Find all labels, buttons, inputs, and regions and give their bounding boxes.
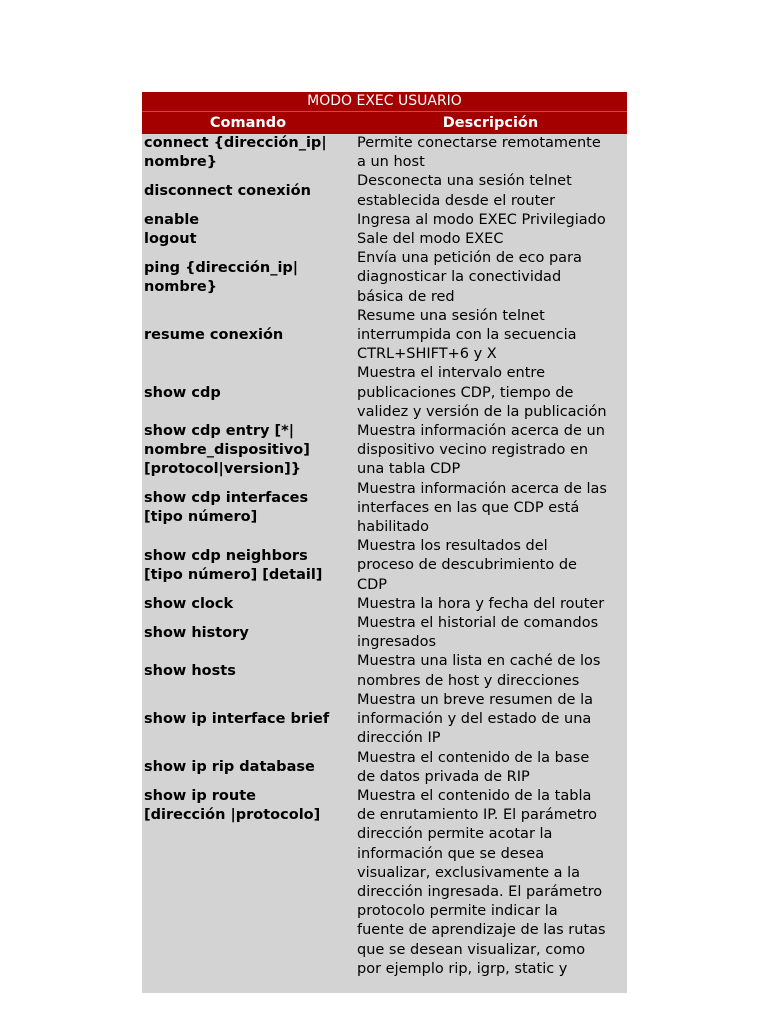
description-cell: Resume una sesión telnet interrumpida con la secuencia CTRL+SHIFT+6 y X — [357, 307, 577, 363]
table-row — [142, 652, 627, 690]
command-rows — [142, 134, 627, 979]
command-cell: show cdp — [144, 384, 221, 401]
command-cell: connect {dirección_ip| nombre} — [144, 135, 327, 171]
command-cell: show cdp entry [*| nombre_dispositivo] [protocol|version]} — [144, 423, 310, 478]
description-cell: Muestra un breve resumen de la información y del estado de una dirección IP — [357, 691, 593, 747]
table-row — [142, 787, 627, 979]
command-cell: resume conexión — [144, 327, 284, 344]
command-cell: enable — [144, 211, 200, 228]
description-cell: Desconecta una sesión telnet establecida desde el router — [357, 173, 572, 209]
table-row — [142, 749, 627, 787]
command-table — [142, 92, 627, 993]
command-cell: show history — [144, 624, 249, 641]
table-title: MODO EXEC USUARIO — [142, 92, 627, 112]
command-cell: show ip interface brief — [144, 711, 330, 728]
description-cell: Muestra información acerca de un dispositivo vecino registrado en una tabla CDP — [357, 423, 605, 478]
table-row — [142, 134, 627, 172]
command-cell: show hosts — [144, 663, 236, 680]
command-cell: show ip route [dirección |protocolo] — [144, 787, 321, 824]
header-command: Comando — [209, 115, 287, 131]
description-cell: Envía una petición de eco para diagnosticar la conectividad básica de red — [357, 250, 582, 305]
description-cell: Muestra los resultados del proceso de descubrimiento de CDP — [357, 538, 577, 593]
table-row — [142, 422, 627, 480]
command-cell: logout — [144, 231, 197, 248]
description-cell: Ingresa al modo EXEC Privilegiado — [357, 211, 606, 228]
command-cell: show clock — [144, 595, 234, 612]
table-row — [142, 230, 627, 249]
description-cell: Muestra el historial de comandos ingresados — [357, 615, 599, 651]
table-row — [142, 364, 627, 422]
table-row — [142, 172, 627, 210]
description-cell: Muestra el contenido de la base de datos privada de RIP — [357, 749, 590, 785]
command-cell: show ip rip database — [144, 759, 315, 776]
table-row — [142, 614, 627, 652]
header-description: Descripción — [442, 115, 539, 131]
table-header-row — [142, 112, 627, 134]
description-cell: Muestra una lista en caché de los nombres de host y direcciones — [357, 653, 601, 689]
table-row — [142, 595, 627, 614]
command-cell: disconnect conexión — [144, 183, 311, 199]
command-cell: ping {dirección_ip| nombre} — [144, 259, 299, 296]
description-cell: Muestra el intervalo entre publicaciones CDP, tiempo de validez y versión de la publicación — [357, 365, 607, 420]
description-cell: Muestra la hora y fecha del router — [357, 595, 605, 612]
table-row — [142, 480, 627, 538]
description-cell: Muestra información acerca de las interfaces en las que CDP está habilitado — [357, 480, 607, 536]
description-cell: Sale del modo EXEC — [357, 231, 504, 248]
description-cell: Muestra el contenido de la tabla de enrutamiento IP. El parámetro dirección permite acotar la información que se desea visualizar, exclusivamente a la dirección ingresada. El parámetro protocolo permite indicar la fuente de aprendizaje de las rutas que se desean visualizar, como por ejemplo rip, igrp, static y — [357, 787, 606, 977]
table-row — [142, 211, 627, 230]
command-cell: show cdp interfaces [tipo número] — [144, 490, 309, 526]
table-row — [142, 691, 627, 749]
command-cell: show cdp neighbors [tipo número] [detail] — [144, 547, 323, 584]
table-row — [142, 307, 627, 365]
table-row — [142, 537, 627, 595]
description-cell: Permite conectarse remotamente a un host — [357, 135, 601, 171]
table-row — [142, 249, 627, 307]
